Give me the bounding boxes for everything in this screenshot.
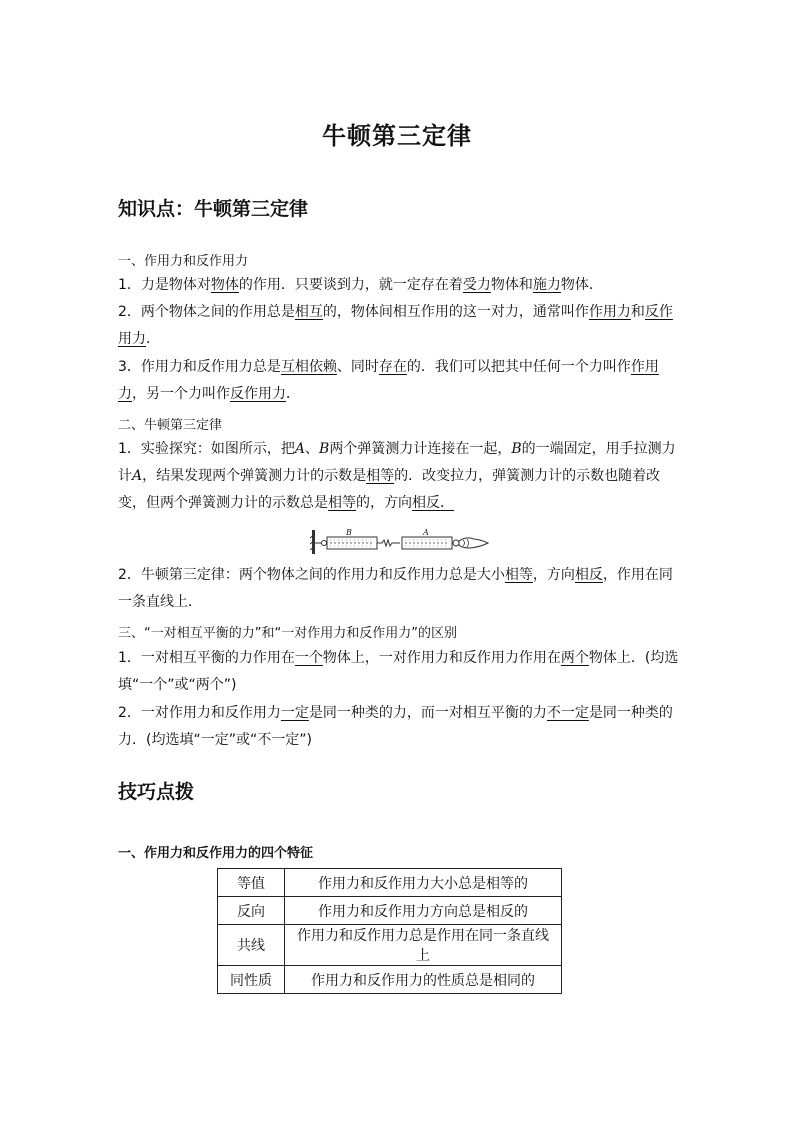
part1-item2: 2．两个物体之间的作用总是相互的，物体间相互作用的这一对力，通常叫作作用力和反作用力． xyxy=(118,304,673,347)
part2-heading: 二、牛顿第三定律 xyxy=(118,418,223,433)
feature-value: 作用力和反作用力方向总是相反的 xyxy=(285,897,562,925)
part1-heading: 一、作用力和反作用力 xyxy=(118,254,249,269)
part3-item2: 2．一对作用力和反作用力一定是同一种类的力，而一对相互平衡的力不一定是同一种类的力．(均选填“一定”或“不一定”) xyxy=(118,705,673,748)
features-table xyxy=(217,868,562,994)
spring-scale-figure xyxy=(310,528,490,556)
part1-item1: 1．力是物体对物体的作用．只要谈到力，就一定存在着受力物体和施力物体． xyxy=(118,277,603,293)
blank-answer: 相反 xyxy=(574,567,603,583)
blank-answer: 反作用力 xyxy=(118,304,673,347)
feature-key: 反向 xyxy=(218,897,285,925)
blank-answer: 相等 xyxy=(328,495,356,511)
table-row xyxy=(218,897,562,925)
section-heading-knowledge: 知识点：牛顿第三定律 xyxy=(118,198,309,220)
blank-answer: 物体 xyxy=(210,277,239,293)
blank-answer: 两个 xyxy=(560,650,589,666)
feature-key: 等值 xyxy=(218,869,285,897)
table-row xyxy=(218,925,562,966)
blank-answer: 相等 xyxy=(366,468,395,484)
part2-item1: 1．实验探究：如图所示，把A、B两个弹簧测力计连接在一起，B的一端固定，用手拉测力计A，结果发现两个弹簧测力计的示数是相等的．改变拉力，弹簧测力计的示数也随着改变，但两个弹簧测力计的示数总是相等的，方向相反． xyxy=(118,441,676,511)
blank-answer: 作用力 xyxy=(588,304,631,320)
label-b: B xyxy=(346,528,352,537)
feature-value: 作用力和反作用力的性质总是相同的 xyxy=(285,966,562,994)
blank-answer: 相等 xyxy=(504,567,533,583)
blank-answer: 一定 xyxy=(280,705,309,721)
blank-answer: 受力 xyxy=(462,277,491,293)
blank-answer: 反作用力 xyxy=(230,386,286,402)
label-a: A xyxy=(423,528,429,537)
blank-answer: 相反． xyxy=(412,495,454,511)
part1-item3: 3．作用力和反作用力总是互相依赖、同时存在的．我们可以把其中任何一个力叫作作用力，另一个力叫作反作用力． xyxy=(118,359,659,402)
blank-answer: 互相依赖 xyxy=(280,359,337,375)
blank-answer: 不一定 xyxy=(546,705,589,721)
part2-item2: 2．牛顿第三定律：两个物体之间的作用力和反作用力总是大小相等，方向相反，作用在同一条直线上． xyxy=(118,567,673,610)
feature-key: 共线 xyxy=(218,925,285,966)
blank-answer: 相互 xyxy=(294,304,323,320)
blank-answer: 一个 xyxy=(294,650,323,666)
table-row xyxy=(218,869,562,897)
table-row xyxy=(218,966,562,994)
feature-value: 作用力和反作用力总是作用在同一条直线上 xyxy=(285,925,562,966)
page-title: 牛顿第三定律 xyxy=(322,122,472,150)
tips-subheading: 一、作用力和反作用力的四个特征 xyxy=(118,846,314,861)
feature-value: 作用力和反作用力大小总是相等的 xyxy=(285,869,562,897)
blank-answer: 作用力 xyxy=(118,359,659,402)
section-heading-tips: 技巧点拨 xyxy=(118,781,195,803)
blank-answer: 施力 xyxy=(532,277,561,293)
feature-key: 同性质 xyxy=(218,966,285,994)
blank-answer: 存在 xyxy=(378,359,407,375)
part3-item1: 1．一对相互平衡的力作用在一个物体上，一对作用力和反作用力作用在两个物体上．(均选填“一个”或“两个”) xyxy=(118,650,679,693)
part3-heading: 三、“一对相互平衡的力”和“一对作用力和反作用力”的区别 xyxy=(118,626,457,641)
